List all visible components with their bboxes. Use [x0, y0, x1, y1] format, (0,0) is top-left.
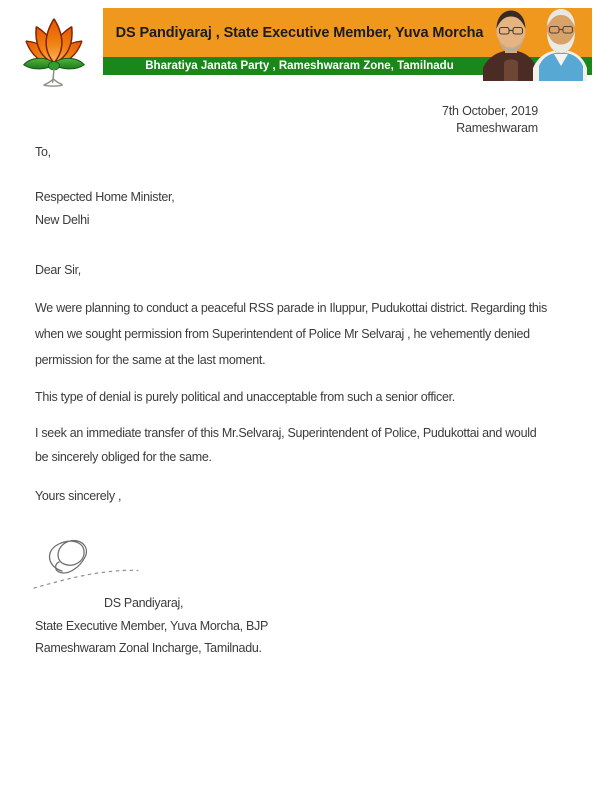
paragraph-line: permission for the same at the last moment. [35, 353, 266, 367]
leaders-portrait-photo [479, 5, 591, 81]
date-block [442, 103, 538, 137]
amit-shah-portrait [483, 11, 537, 82]
paragraph-line: be sincerely obliged for the same. [35, 450, 212, 464]
letter-place: Rameshwaram [456, 121, 538, 135]
banner-title: DS Pandiyaraj , State Executive Member, Yuva Morcha [115, 24, 484, 41]
paragraph-line: when we sought permission from Superintendent of Police Mr Selvaraj , he vehemently denied [35, 327, 530, 341]
recipient-line: Respected Home Minister, [35, 190, 175, 204]
signatory-title-2: Rameshwaram Zonal Incharge, Tamilnadu. [35, 641, 262, 655]
paragraph-3 [35, 421, 536, 469]
to-label: To, [35, 145, 51, 159]
letterhead [0, 8, 600, 80]
closing: Yours sincerely , [35, 489, 122, 503]
paragraph-line: This type of denial is purely political and unacceptable from such a senior officer. [35, 390, 455, 404]
lotus-icon [8, 12, 100, 90]
paragraph-1 [35, 295, 547, 373]
paragraph-line: I seek an immediate transfer of this Mr.Selvaraj, Superintendent of Police, Pudukottai and would [35, 426, 537, 440]
paragraph-2 [35, 384, 455, 410]
recipient-address [35, 186, 174, 231]
greeting: Dear Sir, [35, 263, 81, 277]
narendra-modi-portrait [533, 9, 587, 81]
letter-date: 7th October, 2019 [442, 104, 538, 118]
bjp-lotus-logo [8, 12, 100, 90]
handwritten-signature [28, 527, 168, 595]
letterhead-banner [103, 8, 592, 75]
paragraph-line: We were planning to conduct a peaceful RSS parade in Iluppur, Pudukottai district. Regarding this [35, 301, 547, 315]
signatory-name: DS Pandiyaraj, [104, 596, 184, 610]
signatory-title-1: State Executive Member, Yuva Morcha, BJP [35, 619, 269, 633]
banner-subtitle: Bharatiya Janata Party , Rameshwaram Zone, Tamilnadu [145, 60, 454, 72]
recipient-line: New Delhi [35, 212, 90, 227]
